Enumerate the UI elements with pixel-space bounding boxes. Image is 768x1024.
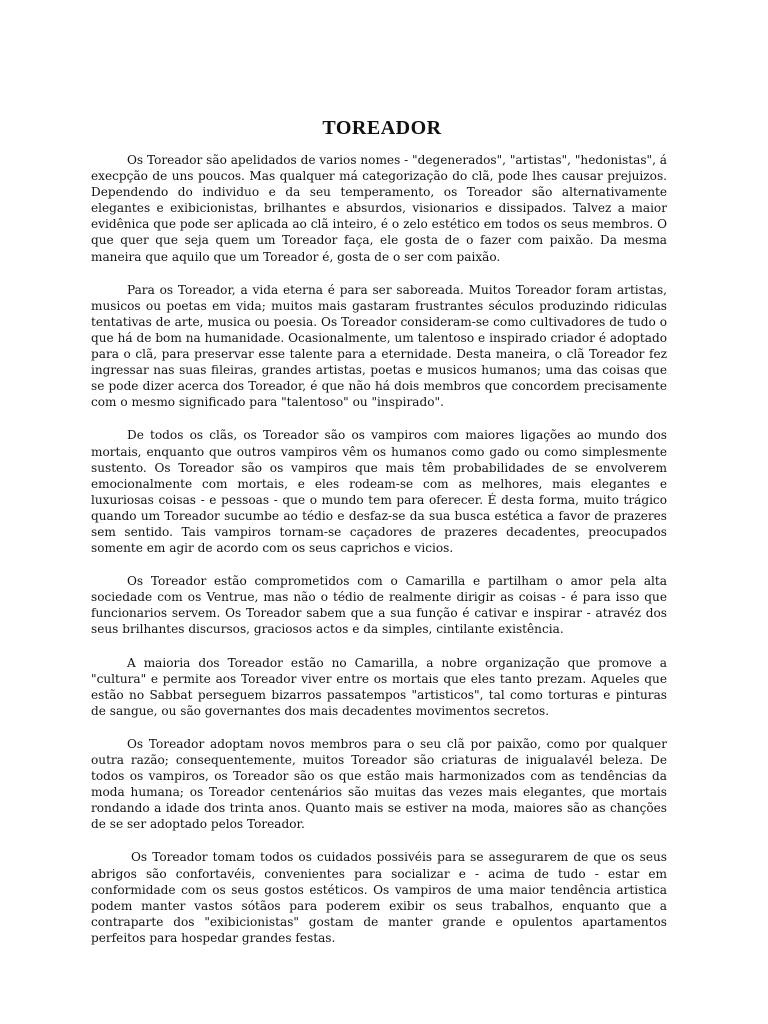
paragraph-2: Para os Toreador, a vida eterna é para ser saboreada. Muitos Toreador foram artistas, musicos ou poetas em vida; muitos mais gastaram frustrantes séculos produzindo ridiculas tentativas de arte, musica ou poesia. Os Toreador consideram-se como cultivadores de tudo o que há de bom na humanidade. Ocasionalmente, um talentoso e inspirado criador é adoptado para o clã, para preservar esse talente para a eternidade. Desta maneira, o clã Toreador fez ingressar nas suas fileiras, grandes artistas, poetas e musicos humanos; uma das coisas que se pode dizer acerca dos Toreador, é que não há dois membros que concordem precisamente com o mesmo significado para "talentoso" ou "inspirado". xyxy=(91,282,667,410)
paragraph-4: Os Toreador estão comprometidos com o Camarilla e partilham o amor pela alta sociedade com os Ventrue, mas não o tédio de realmente dirigir as coisas - é para isso que funcionarios servem. Os Toreador sabem que a sua função é cativar e inspirar - atravéz dos seus brilhantes discursos, graciosos actos e da simples, cintilante existência. xyxy=(91,574,667,637)
document-page xyxy=(91,117,667,963)
paragraph-1: Os Toreador são apelidados de varios nomes - "degenerados", "artistas", "hedonistas", á execpção de uns poucos. Mas qualquer má categorização do clã, pode lhes causar prejuizos. Dependendo do individuo e da seu temperamento, os Toreador são alternativamente elegantes e exibicionistas, brilhantes e absurdos, visionarios e dissipados. Talvez a maior evidênica que pode ser aplicada ao clã inteiro, é o zelo estético em todos os seus membros. O que quer que seja quem um Toreador faça, ele gosta de o fazer com paixão. Da mesma maneira que aquilo que um Toreador é, gosta de o ser com paixão. xyxy=(91,153,667,264)
paragraph-3: De todos os clãs, os Toreador são os vampiros com maiores ligações ao mundo dos mortais, enquanto que outros vampiros vêm os humanos como gado ou como simplesmente sustento. Os Toreador são os vampiros que mais têm probabilidades de se envolverem emocionalmente com mortais, e eles rodeam-se com as melhores, mais elegantes e luxuriosas coisas - e pessoas - que o mundo tem para oferecer. É desta forma, muito trágico quando um Toreador sucumbe ao tédio e desfaz-se da sua busca estética a favor de prazeres sem sentido. Tais vampiros tornam-se caçadores de prazeres decadentes, preocupados somente em agir de acordo com os seus caprichos e vicios. xyxy=(91,428,667,556)
paragraph-5: A maioria dos Toreador estão no Camarilla, a nobre organização que promove a "cultura" e permite aos Toreador viver entre os mortais que eles tanto prezam. Aqueles que estão no Sabbat perseguem bizarros passatempos "artisticos", tal como torturas e pinturas de sangue, ou são governantes dos mais decadentes movimentos secretos. xyxy=(91,655,667,718)
paragraph-7: Os Toreador tomam todos os cuidados possivéis para se assegurarem de que os seus abrigos são confortavéis, convenientes para socializar e - acima de tudo - estar em conformidade com os seus gostos estéticos. Os vampiros de uma maior tendência artistica podem manter vastos sótãos para poderem exibir os seus trabalhos, enquanto que a contraparte dos "exibicionistas" gostam de manter grande e opulentos apartamentos perfeitos para hospedar grandes festas. xyxy=(91,850,667,945)
paragraph-6: Os Toreador adoptam novos membros para o seu clã por paixão, como por qualquer outra razão; consequentemente, muitos Toreador são criaturas de inigualavél beleza. De todos os vampiros, os Toreador são os que estão mais harmonizados com as tendências da moda humana; os Toreador centenários são muitas das vezes mais elegantes, que mortais rondando a idade dos trinta anos. Quanto mais se estiver na moda, maiores são as chanções de se ser adoptado pelos Toreador. xyxy=(91,736,667,832)
page-title: TOREADOR xyxy=(322,117,442,139)
